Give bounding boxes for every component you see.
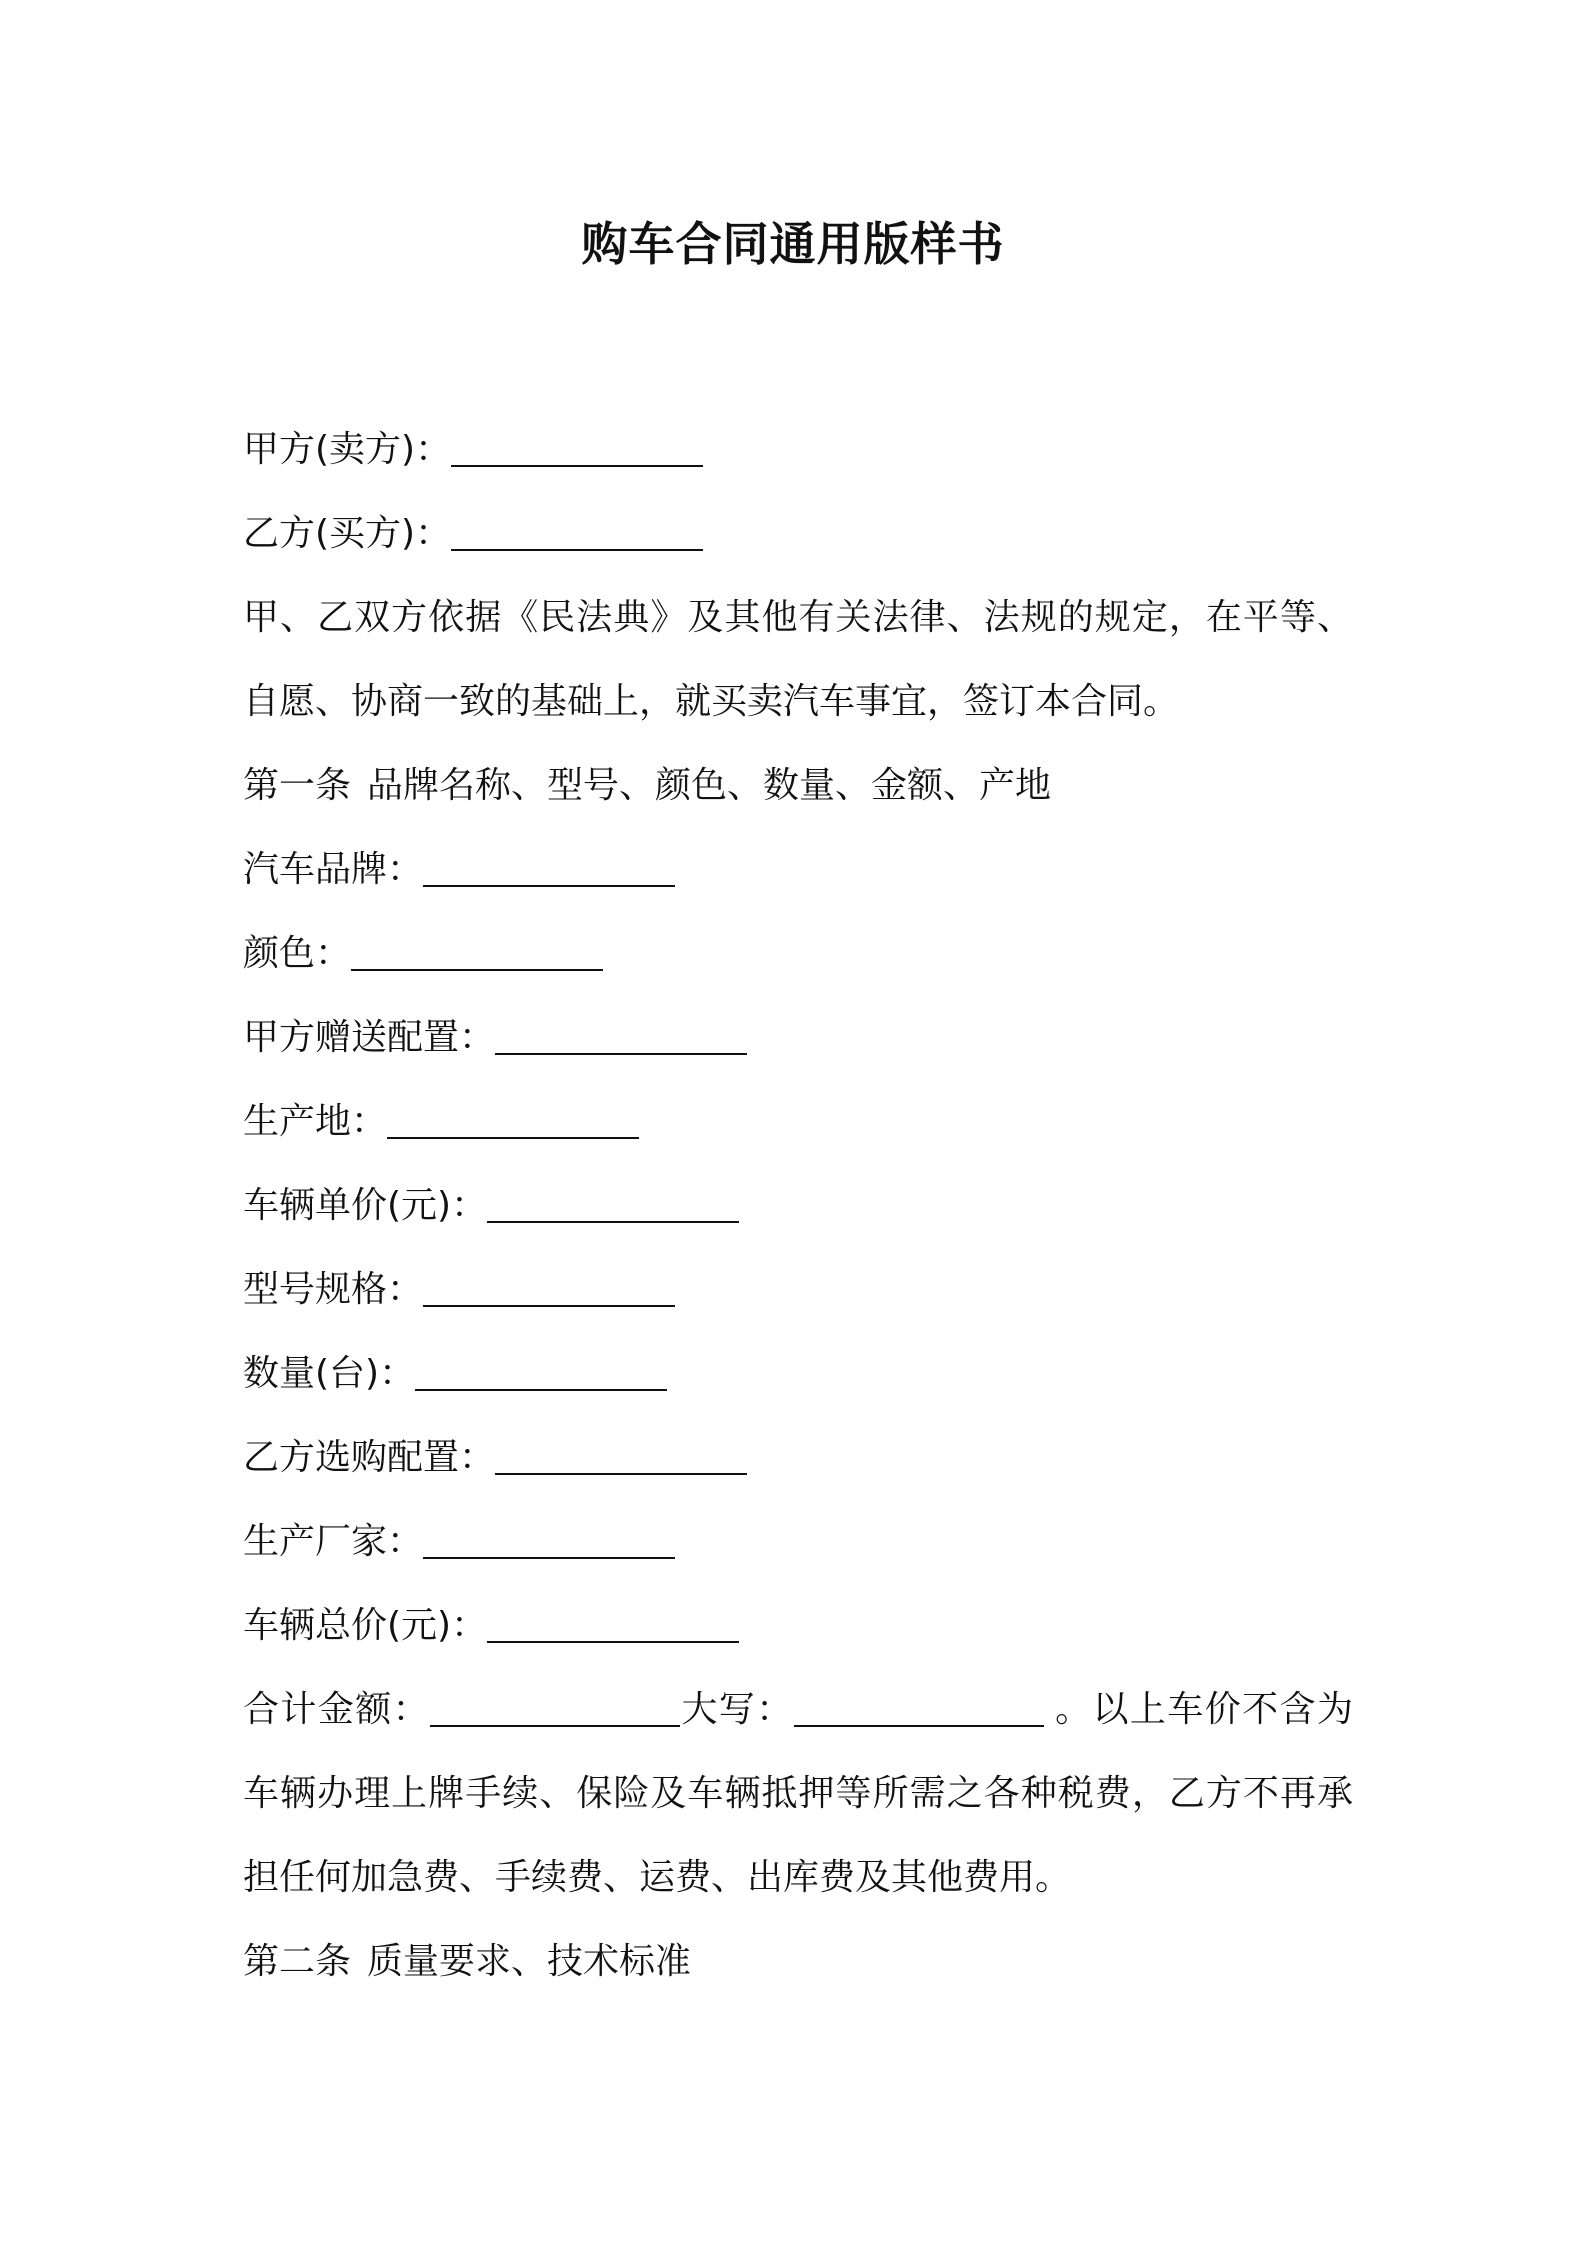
article-2-heading (243, 1920, 1353, 2004)
field-label: 型号规格： (243, 1269, 424, 1310)
field-blank[interactable] (487, 1601, 739, 1643)
party-a-line (243, 408, 1353, 492)
document-title: 购车合同通用版样书 (581, 217, 1005, 271)
field-blank[interactable] (387, 1097, 639, 1139)
field-origin (243, 1080, 1353, 1164)
field-model (243, 1248, 1353, 1332)
article-2-number: 第二条 (243, 1941, 352, 1982)
field-label: 生产地： (243, 1101, 388, 1142)
field-quantity (243, 1332, 1353, 1416)
field-label: 甲方赠送配置： (243, 1017, 496, 1058)
field-blank[interactable] (415, 1349, 667, 1391)
party-b-line (243, 492, 1353, 576)
field-optional-config (243, 1416, 1353, 1500)
article-2-title: 质量要求、技术标准 (367, 1941, 692, 1982)
total-paragraph (243, 1668, 1353, 1920)
field-blank[interactable] (487, 1181, 739, 1223)
field-label: 乙方选购配置： (243, 1437, 496, 1478)
field-label: 生产厂家： (243, 1521, 424, 1562)
field-label: 车辆单价(元)： (243, 1185, 488, 1226)
party-b-label: 乙方(买方)： (243, 513, 452, 554)
field-blank[interactable] (423, 1265, 675, 1307)
field-blank[interactable] (351, 929, 603, 971)
total-line-1-tail: 。以上车价不含为 (1053, 1689, 1353, 1730)
field-brand (243, 828, 1353, 912)
capital-amount-label: 大写： (680, 1689, 794, 1730)
field-blank[interactable] (423, 1517, 675, 1559)
total-line-3: 担任何加急费、手续费、运费、出库费及其他费用。 (243, 1857, 1072, 1898)
intro-line-1: 甲、乙双方依据《民法典》及其他有关法律、法规的规定，在平等、 (243, 597, 1353, 638)
intro-line-2: 自愿、协商一致的基础上，就买卖汽车事宜，签订本合同。 (243, 681, 1180, 722)
article-1-number: 第一条 (243, 765, 352, 806)
field-unit-price (243, 1164, 1353, 1248)
party-a-label: 甲方(卖方)： (243, 429, 452, 470)
total-line-1 (243, 1668, 1353, 1752)
field-label: 数量(台)： (243, 1353, 416, 1394)
party-b-blank[interactable] (451, 509, 703, 551)
total-amount-label: 合计金额： (243, 1689, 431, 1730)
field-manufacturer (243, 1500, 1353, 1584)
field-blank[interactable] (495, 1013, 747, 1055)
field-label: 车辆总价(元)： (243, 1605, 488, 1646)
field-label: 汽车品牌： (243, 849, 424, 890)
field-color (243, 912, 1353, 996)
total-amount-blank[interactable] (430, 1685, 680, 1727)
capital-amount-blank[interactable] (794, 1685, 1044, 1727)
intro-paragraph (243, 576, 1353, 744)
field-gift-config (243, 996, 1353, 1080)
field-blank[interactable] (423, 845, 675, 887)
field-blank[interactable] (495, 1433, 747, 1475)
article-1-heading (243, 744, 1353, 828)
article-1-title: 品牌名称、型号、颜色、数量、金额、产地 (367, 765, 1052, 806)
field-total-price (243, 1584, 1353, 1668)
party-a-blank[interactable] (451, 425, 703, 467)
field-label: 颜色： (243, 933, 352, 974)
contract-body (243, 408, 1353, 2004)
total-line-2: 车辆办理上牌手续、保险及车辆抵押等所需之各种税费，乙方不再承 (243, 1773, 1353, 1814)
